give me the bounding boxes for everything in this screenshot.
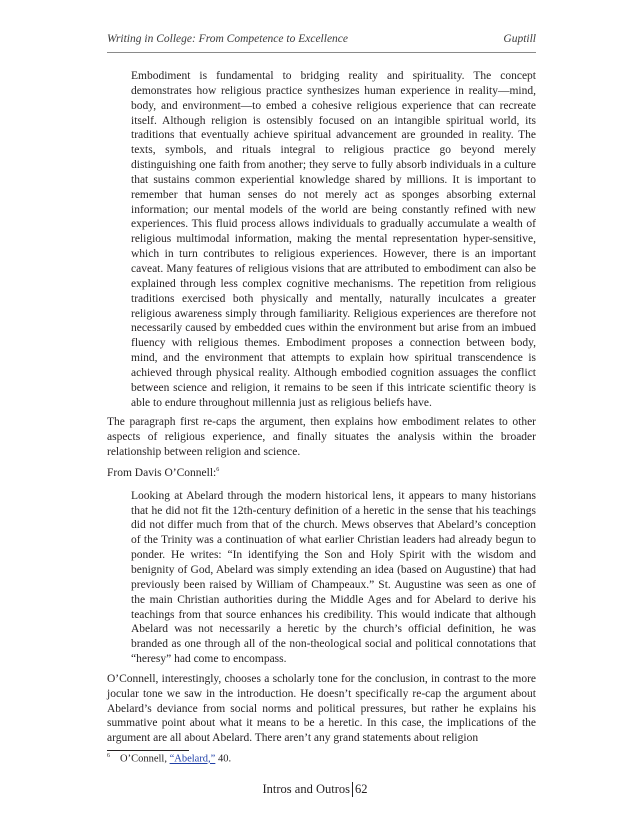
- page-body: [107, 69, 536, 752]
- page-number: 62: [355, 782, 368, 796]
- quote-intro-text: From Davis O’Connell:: [107, 466, 217, 479]
- footnote: [107, 753, 231, 765]
- analysis-paragraph-1: The paragraph first re-caps the argument, then explains how embodiment relates to other aspects of religious experience, and finally situates the analysis within the broader relationship between religion and science.: [107, 416, 536, 459]
- block-quote-embodiment: Embodiment is fundamental to bridging reality and spirituality. The concept demonstrates how religious practice synthesizes human experience in reality—mind, body, and environment—to embed a cohesive religious experience that can recreate itself. Although religion is ostensibly focused on an intangible spiritual world, its traditions that eventually achieve spiritual advancement are grounded in reality. The texts, symbols, and rituals integral to religious practice go beyond merely distinguishing one faith from another; they serve to fully absorb individuals in a culture that sustains common experiential knowledge shared by millions. It is important to remember that human senses do not merely act as sponges absorbing external information; our mental models of the world are being constantly refined with new experiences. This fluid process allows individuals to gradually accumulate a wealth of religious multimodal information, making the mental representation hyper-sensitive, which in turn contributes to religious experiences. However, there is an important caveat. Many features of religious visions that are attributed to embodiment can also be explained through less complex cognitive mechanisms. The repetition from religious traditions exercised both physically and mentally, naturally inculcates a greater religious awareness simply through familiarity. Religious experiences are therefore not necessarily caused by embedded cues within the environment but arise from an imbued fluency with religious themes. Embodiment proposes a connection between body, mind, and the environment that attempts to explain how spiritual transcendence is achieved through physical reality. Although embodied cognition assuages the conflict between science and religion, it remains to be seen if this intricate scientific theory is able to endure throughout millennia just as religious beliefs have.: [131, 70, 536, 409]
- footer-divider: [352, 782, 353, 797]
- footnote-reference[interactable]: 6: [216, 467, 220, 474]
- analysis-paragraph-2: O’Connell, interestingly, chooses a scholarly tone for the conclusion, in contrast to the more jocular tone we saw in the introduction. He doesn’t specifically re-cap the argument about Abelard’s deviance from social norms and political pressures, but rather he explains his summative point about what it means to be a heretic. In this case, the implications of the argument are all about Abelard. There aren’t any grand statements about religion: [107, 672, 536, 745]
- block-quote-abelard: Looking at Abelard through the modern historical lens, it appears to many historians that he did not fit the 12th-century definition of a heretic in the sense that his teachings did not differ much from that of the church. Mews observes that Abelard’s conception of the Trinity was a continuation of what earlier Christian leaders had already begun to ponder. He writes: “In identifying the Son and Holy Spirit with the wisdom and benignity of God, Abelard was simply extending an idea (based on Augustine) that had previously been raised by William of Champeaux.” St. Augustine was seen as one of the main Christian authorities during the Middle Ages and for Abelard to derive his teachings from that source enhances his credibility. This would indicate that although Abelard was not necessarily a heretic by the church’s official definition, he was branded as one through all of the non-theological social and political connotations that “heresy” had come to encompass.: [131, 489, 536, 666]
- header-rule: [107, 52, 536, 53]
- running-head: [107, 33, 536, 45]
- author-name: Guptill: [503, 33, 536, 45]
- footnote-page: 40.: [217, 753, 232, 765]
- page-footer: [0, 782, 630, 797]
- book-title: Writing in College: From Competence to Excellence: [107, 33, 349, 45]
- footnote-number: 6: [107, 753, 110, 759]
- footer-section-title: Intros and Outros: [262, 782, 350, 796]
- footnote-rule: [107, 750, 189, 751]
- quote-intro: [107, 466, 536, 481]
- footnote-author: O’Connell,: [120, 753, 167, 765]
- footnote-link[interactable]: “Abelard,”: [169, 753, 216, 765]
